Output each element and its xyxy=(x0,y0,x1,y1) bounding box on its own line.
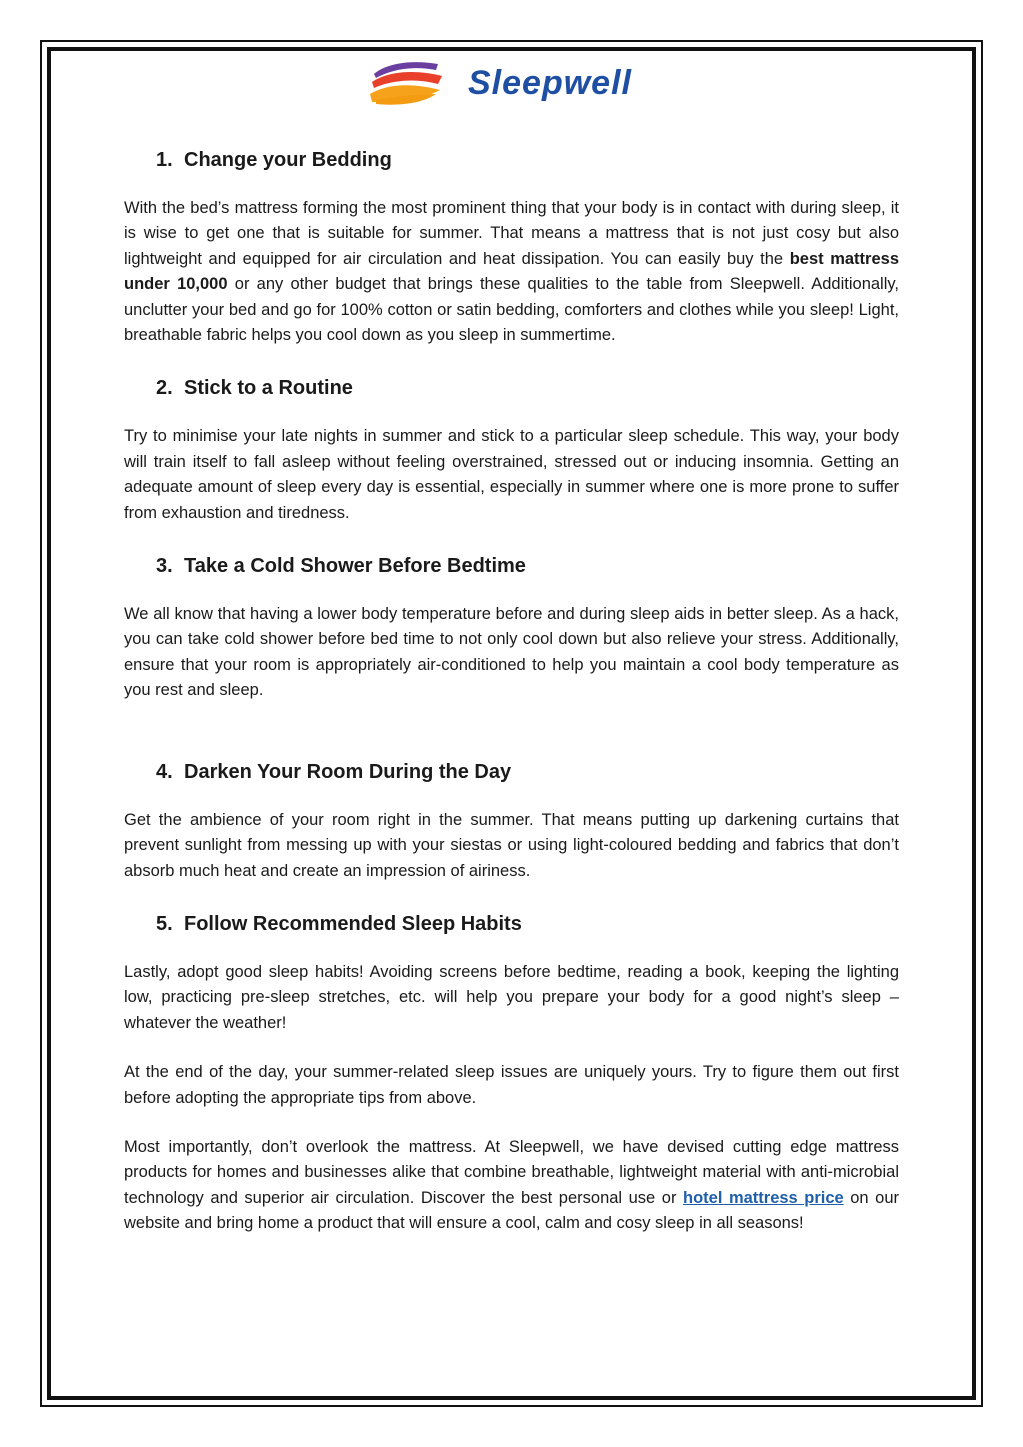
bold-phrase: best mattress under 10,000 xyxy=(124,249,899,294)
section-heading-3: 3. Take a Cold Shower Before Bedtime xyxy=(156,555,526,578)
closing-paragraph-2: Most importantly, don’t overlook the mattress. At Sleepwell, we have devised cutting edge mattress products for homes and businesses alike that combine breathable, lightweight material with anti-microbial technology and superior air circulation. Discover the best personal use or hotel mattress price on our website and bring home a product that will ensure a cool, calm and cosy sleep in all seasons! xyxy=(124,1137,900,1233)
section-heading-5: 5. Follow Recommended Sleep Habits xyxy=(156,912,522,935)
section-heading-1: 1. Change your Bedding xyxy=(156,149,392,171)
sleepwell-logo xyxy=(366,56,728,112)
section-paragraph-2: Try to minimise your late nights in summer and stick to a particular sleep schedule. This way, your body will train itself to fall asleep without feeling overstrained, stressed out or inducing insomnia. Getting an adequate amount of sleep every day is essential, especially in summer where one is more prone to suffer from exhaustion and tiredness. xyxy=(124,427,899,522)
article-body xyxy=(124,144,899,1261)
section-paragraph-4: Get the ambience of your room right in the summer. That means putting up darkening curtains that prevent sunlight from messing up with your siestas or using light-coloured bedding and fabrics that don’t absorb much heat and create an impression of airiness. xyxy=(124,810,899,880)
section-paragraph-3: We all know that having a lower body temperature before and during sleep aids in better sleep. As a hack, you can take cold shower before bed time to not only cool down but also relieve your stress. Additionally, ensure that your room is appropriately air-conditioned to help you maintain a cool body temperature as you rest and sleep. xyxy=(124,605,899,700)
section-heading-2: 2. Stick to a Routine xyxy=(156,377,353,400)
logo-wordmark: Sleepwell xyxy=(468,64,632,102)
hotel-mattress-price-link[interactable]: hotel mattress price xyxy=(682,1188,844,1207)
section-heading-4: 4. Darken Your Room During the Day xyxy=(156,760,512,783)
section-paragraph-1: With the bed’s mattress forming the most prominent thing that your body is in contact with during sleep, it is wise to get one that is suitable for summer. That means a mattress that is not just cosy but also lightweight and equipped for air circulation and heat dissipation. You can easily buy the best mattress under 10,000 or any other budget that brings these qualities to the table from Sleepwell. Additionally, unclutter your bed and go for 100% cotton or satin bedding, comforters and clothes while you sleep! Light, breathable fabric helps you cool down as you sleep in summertime. xyxy=(124,199,899,345)
closing-paragraph-1: At the end of the day, your summer-related sleep issues are uniquely yours. Try to figure them out first before adopting the appropriate tips from above. xyxy=(124,1063,899,1107)
section-paragraph-5: Lastly, adopt good sleep habits! Avoiding screens before bedtime, reading a book, keeping the lighting low, practicing pre-sleep stretches, etc. will help you prepare your body for a good night’s sleep – whatever the weather! xyxy=(124,962,899,1032)
